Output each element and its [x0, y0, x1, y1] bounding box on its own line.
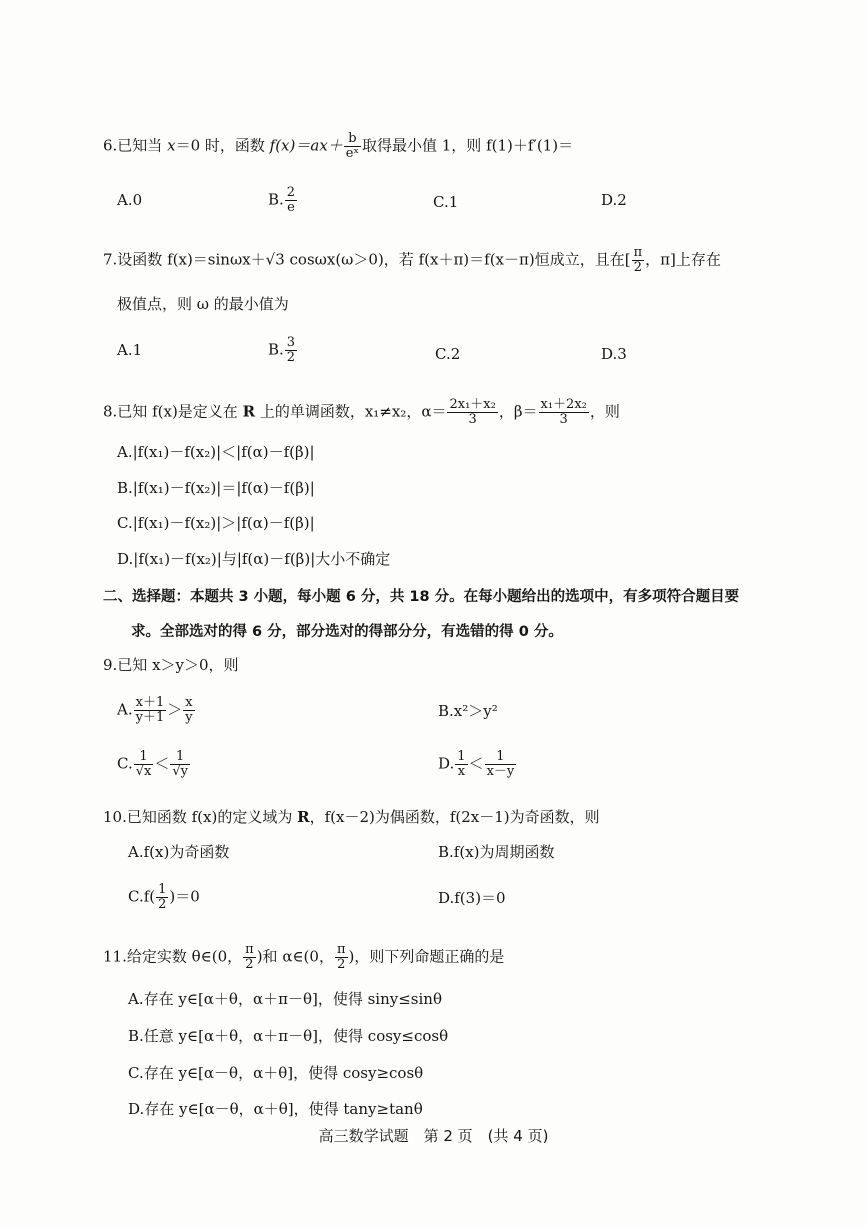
- q6-option-b: B. $\frac{2}{e}$: [268, 185, 296, 215]
- q11-option-a: A.存在 y∈[α＋θ，α＋π－θ]，使得 siny≤sinθ: [128, 990, 442, 1008]
- q7-option-d: D.3: [601, 345, 627, 363]
- q10-option-d: D.f(3)＝0: [438, 889, 506, 907]
- q6-option-c: C.1: [433, 193, 459, 211]
- q8-option-d: D.|f(x₁)－f(x₂)|与|f(α)－f(β)|大小不确定: [117, 550, 391, 568]
- q9-stem: 9.已知 x＞y＞0，则: [103, 656, 239, 674]
- q9-option-a: A. $\frac{x+1}{y+1}$ ＞ $\frac{x}{y}$: [117, 695, 193, 725]
- page-footer: 高三数学试题 第 2 页 (共 4 页): [318, 1127, 549, 1145]
- q8-option-a: A.|f(x₁)－f(x₂)|＜|f(α)－f(β)|: [117, 443, 315, 461]
- q8-option-b: B.|f(x₁)－f(x₂)|＝|f(α)－f(β)|: [117, 479, 315, 497]
- q6-stem: 6.已知当 x＝0 时，函数 f(x)＝ax＋ $\frac{b}{\text{eˣ}}$ 取得最小值 1，则 f(1)＋f′(1)＝: [103, 131, 574, 161]
- q10-option-c: C.f( $\frac{1}{2}$ )＝0: [128, 882, 200, 912]
- q6-fraction: $\frac{b}{\text{eˣ}}$: [345, 131, 359, 161]
- q7-stem-line2: 极值点，则 ω 的最小值为: [117, 295, 289, 313]
- q7-stem: 7.设函数 f(x)＝sinωx＋√3 cosωx(ω＞0)，若 f(x＋π)＝f(x－π)恒成立，且在[ $\frac{\pi}{2}$ ，π]上存在: [103, 245, 721, 275]
- q6-option-a: A.0: [117, 191, 143, 209]
- q8-option-c: C.|f(x₁)－f(x₂)|＞|f(α)－f(β)|: [117, 514, 315, 532]
- q11-option-c: C.存在 y∈[α－θ，α＋θ]，使得 cosy≥cosθ: [128, 1064, 424, 1082]
- q8-alpha-fraction: $\frac{\text{2x₁＋x₂}}{3}$: [449, 397, 496, 427]
- q11-option-b: B.任意 y∈[α＋θ，α＋π－θ]，使得 cosy≤cosθ: [128, 1027, 449, 1045]
- q11-option-d: D.存在 y∈[α－θ，α＋θ]，使得 tany≥tanθ: [128, 1100, 423, 1118]
- q9-option-c: C. $\frac{1}{√x}$ ＜ $\frac{1}{√y}$: [117, 749, 188, 779]
- section-2-heading-line2: 求。全部选对的得 6 分，部分选对的得部分分，有选错的得 0 分。: [131, 624, 563, 640]
- q10-stem: 10.已知函数 f(x)的定义域为 R，f(x－2)为偶函数，f(2x－1)为奇函数，则: [103, 808, 600, 826]
- q10-option-b: B.f(x)为周期函数: [438, 843, 555, 861]
- q8-stem: 8.已知 f(x)是定义在 R 上的单调函数，x₁≠x₂，α＝ $\frac{\text{2x₁＋x₂}}{3}$ ，β＝ $\frac{\text{x₁＋2x₂}}{3}$ ，则: [103, 397, 620, 427]
- section-2-heading: 二、选择题：本题共 3 小题，每小题 6 分，共 18 分。在每小题给出的选项中，有多项符合题目要: [103, 589, 740, 605]
- q7-option-c: C.2: [435, 345, 461, 363]
- q9-option-b: B.x²＞y²: [438, 702, 498, 720]
- q7-option-b: B. $\frac{3}{2}$: [268, 335, 296, 365]
- q6-option-d: D.2: [601, 191, 627, 209]
- q9-option-d: D. $\frac{1}{x}$ ＜ $\frac{1}{x-y}$: [438, 749, 515, 779]
- q7-option-a: A.1: [117, 341, 143, 359]
- q10-option-a: A.f(x)为奇函数: [128, 843, 230, 861]
- q11-stem: 11.给定实数 θ∈(0， $\frac{\pi}{2}$ )和 α∈(0， $\frac{\pi}{2}$ )，则下列命题正确的是: [103, 942, 505, 972]
- q7-fraction: $\frac{\pi}{2}$: [633, 245, 643, 275]
- q8-beta-fraction: $\frac{\text{x₁＋2x₂}}{3}$: [540, 397, 587, 427]
